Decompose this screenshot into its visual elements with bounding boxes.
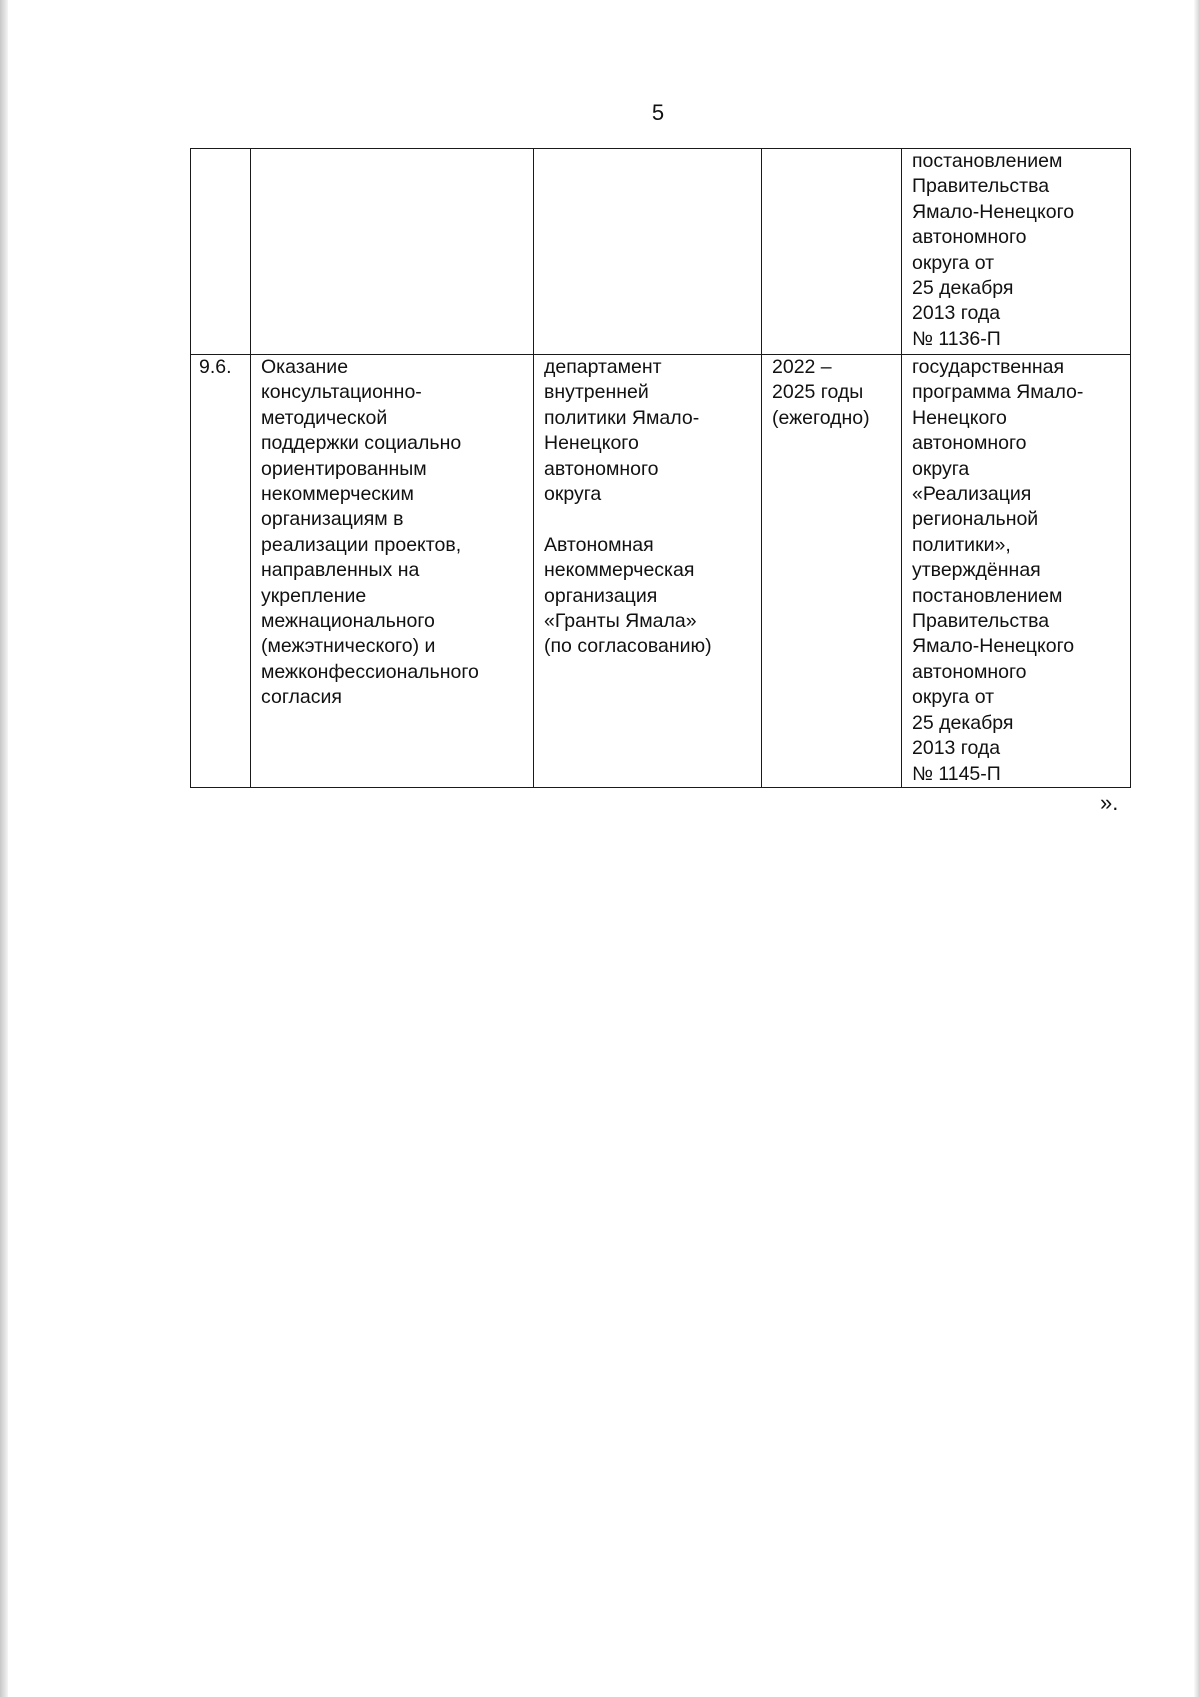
event-cell: [251, 149, 534, 355]
row-number-cell: 9.6.: [191, 355, 251, 788]
period-cell: 2022 – 2025 годы (ежегодно): [762, 355, 902, 788]
table-row: [191, 355, 1131, 788]
source-cell: постановлением Правительства Ямало-Ненецкого автономного округа от 25 декабря 2013 года № 1136-П: [902, 149, 1131, 355]
closing-quote-mark: ».: [1100, 790, 1119, 815]
source-cell: государственная программа Ямало- Ненецкого автономного округа «Реализация региональной политики», утверждённая постановлением Правительства Ямало-Ненецкого автономного округа от 25 декабря 2013 года № 1145-П: [902, 355, 1131, 788]
scan-left-edge: [0, 0, 8, 1697]
plan-table: [190, 148, 1131, 788]
executor-cell: департамент внутренней политики Ямало- Ненецкого автономного округа Автономная некоммерческая организация «Гранты Ямала» (по согласованию): [534, 355, 762, 788]
row-number-cell: [191, 149, 251, 355]
period-cell: [762, 149, 902, 355]
scan-right-edge: [1194, 0, 1200, 1697]
executor-cell: [534, 149, 762, 355]
table-row: [191, 149, 1131, 355]
page-number: 5: [651, 100, 665, 125]
event-cell: Оказание консультационно- методической поддержки социально ориентированным некоммерческим организациям в реализации проектов, направленных на укрепление межнационального (межэтнического) и межконфессионального согласия: [251, 355, 534, 788]
